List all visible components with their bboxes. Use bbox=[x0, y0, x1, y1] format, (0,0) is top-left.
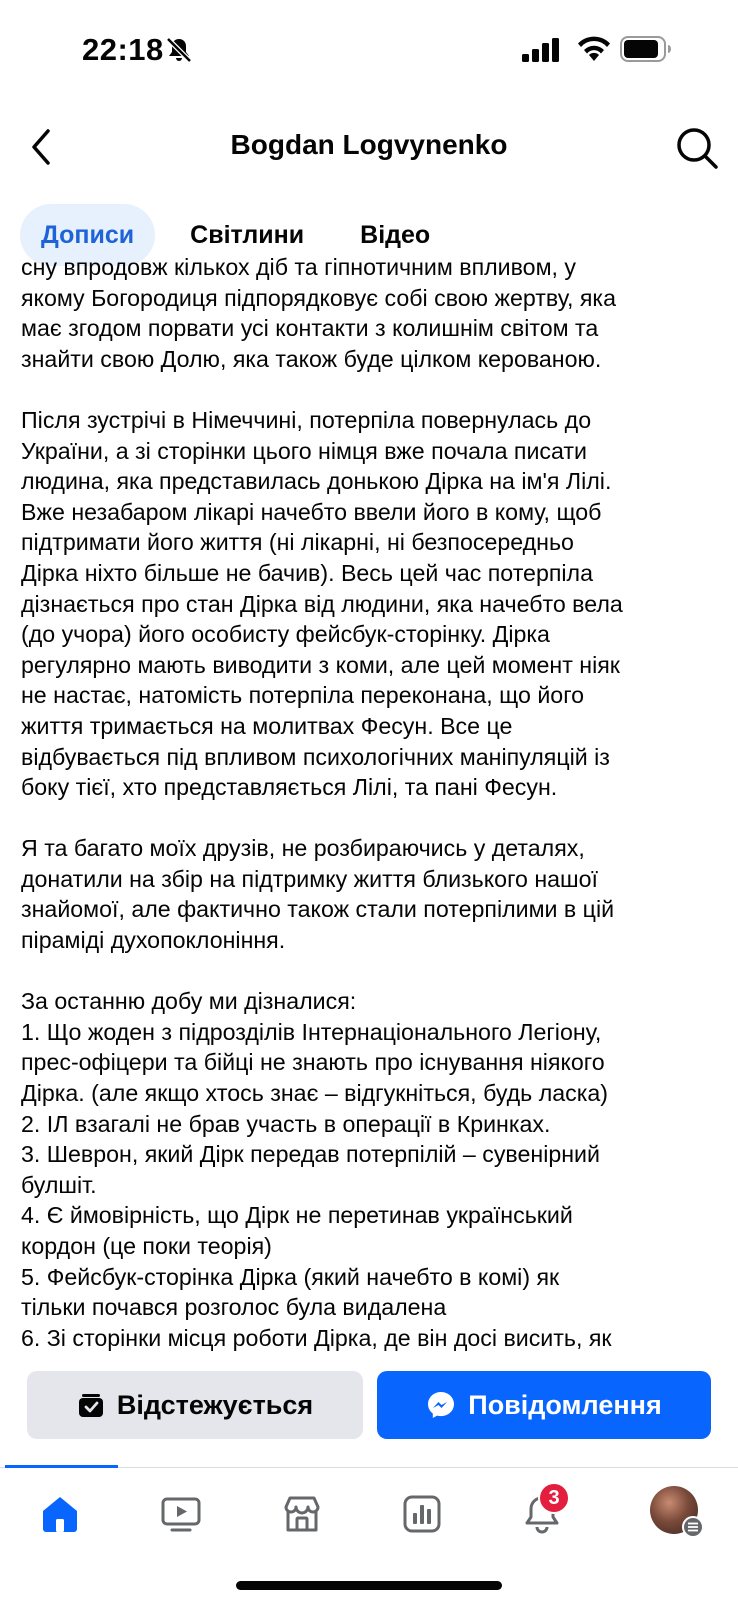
post-line: боку тієї, хто представляється Лілі, та пані Фесун. bbox=[21, 774, 558, 801]
post-line: людина, яка представилась донькою Дірка на ім'я Лілі. bbox=[21, 468, 612, 495]
post-line: 2. ІЛ взагалі не брав участь в операції в Кринках. bbox=[21, 1110, 551, 1137]
nav-home[interactable] bbox=[36, 1490, 84, 1538]
post-line: 3. Шеврон, який Дірк передав потерпілій – сувенірний bbox=[21, 1141, 600, 1168]
post-line: має згодом порвати усі контакти з колишнім світом та bbox=[21, 315, 599, 342]
home-icon bbox=[39, 1493, 81, 1535]
post-line: булшіт. bbox=[21, 1171, 97, 1198]
post-line: Я та багато моїх друзів, не розбираючись у деталях, bbox=[21, 835, 585, 862]
profile-avatar[interactable] bbox=[650, 1486, 698, 1534]
post-line: Після зустрічі в Німеччині, потерпіла повернулась до bbox=[21, 406, 592, 433]
tab-photos[interactable]: Світлини bbox=[190, 220, 305, 249]
video-icon bbox=[160, 1493, 202, 1535]
message-button-label: Повідомлення bbox=[468, 1389, 662, 1420]
following-check-icon bbox=[77, 1391, 105, 1419]
post-line: життя тримається на молитвах Фесун. Все це bbox=[21, 712, 513, 739]
post-line: Вже незабаром лікарі начебто ввели його в кому, щоб bbox=[21, 498, 602, 525]
following-button-label: Відстежується bbox=[116, 1389, 314, 1420]
profile-actions bbox=[27, 1371, 711, 1439]
post-line: дізнається про стан Дірка від людини, яка начебто вела bbox=[21, 590, 623, 617]
post-line: якому Богородиця підпорядковує собі свою жертву, яка bbox=[21, 284, 616, 311]
status-bar bbox=[0, 0, 738, 100]
post-content bbox=[0, 254, 738, 1358]
wifi-icon bbox=[576, 34, 612, 62]
post-line: 4. Є ймовірність, що Дірк не перетинав український bbox=[21, 1202, 573, 1229]
post-line: піраміді духопоклоніння. bbox=[21, 927, 286, 954]
post-line: відбувається під впливом психологічних маніпуляцій із bbox=[21, 743, 610, 770]
messenger-icon bbox=[426, 1390, 456, 1420]
post-line: 1. Що жоден з підрозділів Інтернаціонального Легіону, bbox=[21, 1018, 602, 1045]
post-line: 6. Зі сторінки місця роботи Дірка, де він досі висить, як bbox=[21, 1324, 612, 1351]
post-paragraph bbox=[21, 833, 721, 955]
post-line: тільки почався розголос була видалена bbox=[21, 1294, 447, 1321]
post-line: Дірка ніхто більше не бачив). Весь цей час потерпіла bbox=[21, 559, 593, 586]
menu-icon bbox=[682, 1516, 704, 1538]
nav-video[interactable] bbox=[157, 1490, 205, 1538]
post-line: регулярно мають виводити з коми, але цей момент ніяк bbox=[21, 651, 620, 678]
post-line: підтримати його життя (ні лікарні, ні безпосередньо bbox=[21, 529, 574, 556]
post-line: знайомої, але фактично також стали потерпілими в цій bbox=[21, 896, 615, 923]
nav-marketplace[interactable] bbox=[278, 1490, 326, 1538]
page-title: Bogdan Logvynenko bbox=[230, 129, 508, 160]
search-icon[interactable] bbox=[674, 125, 720, 171]
status-time: 22:18 bbox=[82, 32, 164, 67]
battery-icon bbox=[620, 36, 672, 62]
post-line: прес-офіцери та бійці не знають про існування ніякого bbox=[21, 1049, 605, 1076]
home-indicator bbox=[236, 1581, 502, 1590]
post-line: За останню добу ми дізналися: bbox=[21, 988, 357, 1015]
post-paragraph bbox=[21, 405, 721, 803]
following-button[interactable] bbox=[27, 1371, 363, 1439]
post-line: знайти свою Долю, яка також буде цілком керованою. bbox=[21, 345, 602, 372]
tab-posts[interactable]: Дописи bbox=[20, 204, 155, 266]
post-line: не настає, натомість потерпіла переконана, що його bbox=[21, 682, 585, 709]
profile-header bbox=[0, 115, 738, 179]
post-line: Дірка. (але якщо хтось знає – відгукніться, будь ласка) bbox=[21, 1080, 609, 1107]
bottom-nav bbox=[0, 1468, 738, 1558]
post-paragraph bbox=[21, 252, 721, 374]
nav-dashboard[interactable] bbox=[398, 1490, 446, 1538]
post-line: (до учора) його особисту фейсбук-сторінку. Дірка bbox=[21, 621, 550, 648]
post-line: сну впродовж кількох діб та гіпнотичним впливом, у bbox=[21, 254, 576, 280]
post-line: донатили на збір на підтримку життя близького нашої bbox=[21, 865, 598, 892]
post-paragraph bbox=[21, 986, 721, 1353]
marketplace-icon bbox=[281, 1493, 323, 1535]
bell-slash-icon bbox=[165, 36, 193, 64]
nav-notifications[interactable] bbox=[518, 1486, 566, 1538]
notification-badge: 3 bbox=[538, 1482, 570, 1514]
post-line: кордон (це поки теорія) bbox=[21, 1233, 272, 1259]
post-line: України, а зі сторінки цього німця вже почала писати bbox=[21, 437, 587, 464]
tab-videos[interactable]: Відео bbox=[360, 220, 431, 249]
dashboard-icon bbox=[401, 1493, 443, 1535]
cellular-signal-icon bbox=[522, 38, 562, 62]
post-line: 5. Фейсбук-сторінка Дірка (який начебто в комі) як bbox=[21, 1263, 560, 1290]
message-button[interactable] bbox=[377, 1371, 711, 1439]
